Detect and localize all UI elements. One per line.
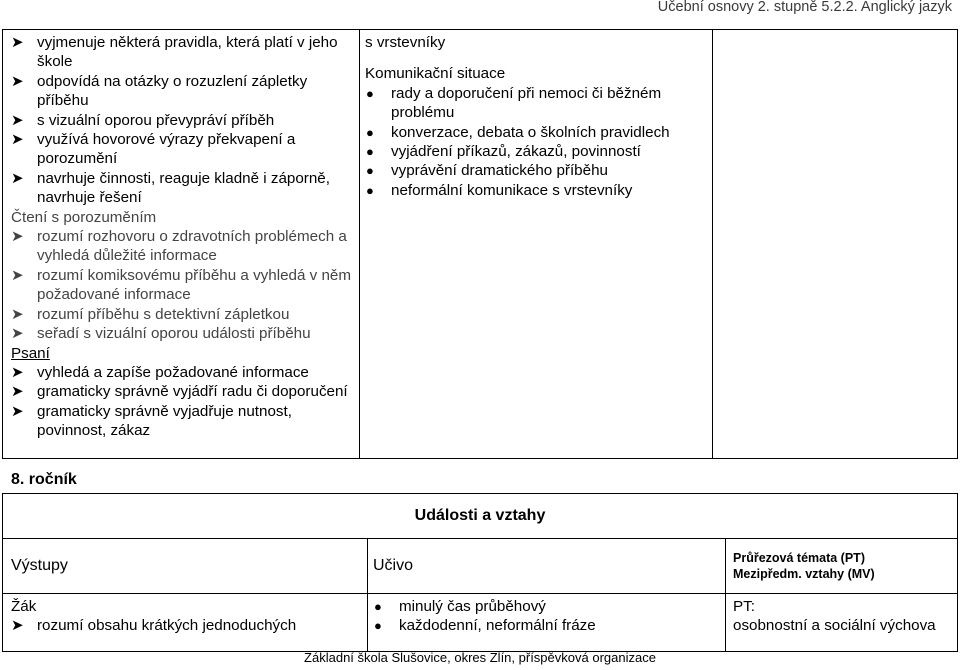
bullet-dot-icon: ● <box>366 124 374 140</box>
list-item-text: rozumí rozhovoru o zdravotních problémech a vyhledá důležité informace <box>37 228 347 265</box>
list-item-text: rozumí obsahu krátkých jednoduchých <box>37 617 297 635</box>
list-item <box>365 84 708 123</box>
list-item-text: neformální komunikace s vrstevníky <box>391 181 633 199</box>
list-item-text: konverzace, debata o školních pravidlech <box>391 123 670 141</box>
list-item <box>11 111 355 130</box>
pt-value: osobnostní a sociální výchova <box>733 617 936 635</box>
list-item <box>11 72 355 111</box>
crosscut-header-line1: Průřezová témata (PT) <box>733 551 865 565</box>
list-item-text: vyhledá a zapíše požadované informace <box>37 363 309 381</box>
right-arrowhead-icon: ➤ <box>11 131 24 149</box>
content-cell <box>360 30 713 459</box>
list-item-text: každodenní, neformální fráze <box>399 617 596 635</box>
bullet-dot-icon: ● <box>366 163 374 179</box>
list-item <box>365 181 708 200</box>
theme-title: Události a vztahy <box>3 494 958 539</box>
list-item <box>11 402 355 441</box>
writing-heading: Psaní <box>11 344 50 362</box>
list-item <box>11 130 355 169</box>
list-item-text: navrhuje činnosti, reaguje kladně i záporně, navrhuje řešení <box>37 169 330 207</box>
right-arrowhead-icon: ➤ <box>11 169 24 187</box>
right-arrowhead-icon: ➤ <box>11 72 24 90</box>
list-item-text: rady a doporučení při nemoci či běžném problému <box>391 84 662 122</box>
list-item-text: gramaticky správně vyjádří radu či doporučení <box>37 383 348 401</box>
right-arrowhead-icon: ➤ <box>11 617 24 635</box>
page-footer: Základní škola Slušovice, okres Zlín, příspěvková organizace <box>304 650 656 665</box>
outputs-header: Výstupy <box>3 539 368 594</box>
list-item-text: seřadí s vizuální oporou události příběhu <box>37 325 311 343</box>
crosscut-header-line2: Mezipředm. vztahy (MV) <box>733 567 875 581</box>
list-item-text: s vizuální oporou převypráví příběh <box>37 111 275 129</box>
list-item <box>11 227 355 266</box>
list-item <box>11 382 355 401</box>
list-item <box>373 616 725 635</box>
content-header: Učivo <box>368 539 726 594</box>
list-item-text: odpovídá na otázky o rozuzlení zápletky příběhu <box>37 72 308 110</box>
list-item <box>11 324 355 343</box>
crosscut-header <box>726 539 958 594</box>
bullet-dot-icon: ● <box>374 618 382 634</box>
list-item <box>11 266 355 305</box>
pt-label: PT: <box>733 598 755 615</box>
list-item-text: využívá hovorové výrazy překvapení a porozumění <box>37 131 296 168</box>
list-item-text: rozumí příběhu s detektivní zápletkou <box>37 305 290 323</box>
crosscut-body <box>726 594 958 652</box>
list-item-text: rozumí komiksovému příběhu a vyhledá v něm požadované informace <box>37 266 352 304</box>
list-item-text: vyjmenuje některá pravidla, která platí v jeho škole <box>37 34 338 71</box>
bullet-dot-icon: ● <box>374 599 382 614</box>
curriculum-table-upper <box>2 29 958 459</box>
list-item-text: gramaticky správně vyjadřuje nutnost, povinnost, zákaz <box>37 402 292 440</box>
outputs-body <box>3 594 368 652</box>
bullet-dot-icon: ● <box>366 85 374 101</box>
list-item <box>365 142 708 161</box>
right-arrowhead-icon: ➤ <box>11 266 24 284</box>
right-arrowhead-icon: ➤ <box>11 305 24 323</box>
list-item <box>365 161 708 180</box>
outputs-cell <box>3 30 360 459</box>
list-item <box>365 123 708 142</box>
right-arrowhead-icon: ➤ <box>11 383 24 401</box>
list-item <box>11 169 355 208</box>
reading-heading: Čtení s porozuměním <box>11 208 157 226</box>
right-arrowhead-icon: ➤ <box>11 325 24 343</box>
bullet-dot-icon: ● <box>366 182 374 198</box>
list-item <box>11 33 355 72</box>
list-item <box>11 305 355 324</box>
right-arrowhead-icon: ➤ <box>11 228 24 246</box>
bullet-dot-icon: ● <box>366 144 374 160</box>
continuation-text: s vrstevníky <box>365 34 446 51</box>
list-item-text: minulý čas průběhový <box>399 598 546 615</box>
right-arrowhead-icon: ➤ <box>11 402 24 420</box>
pupil-label: Žák <box>11 598 37 615</box>
right-arrowhead-icon: ➤ <box>11 363 24 381</box>
communication-heading: Komunikační situace <box>365 65 506 83</box>
content-body <box>368 594 726 652</box>
document-header: Učební osnovy 2. stupně 5.2.2. Anglický jazyk <box>657 0 952 15</box>
list-item-text: vyjádření příkazů, zákazů, povinností <box>391 143 641 161</box>
right-arrowhead-icon: ➤ <box>11 34 24 51</box>
year-label: 8. ročník <box>11 471 77 488</box>
crosscut-cell <box>713 30 958 459</box>
list-item <box>11 363 355 382</box>
curriculum-table-lower <box>2 493 958 652</box>
list-item <box>373 597 725 616</box>
list-item-text: vyprávění dramatického příběhu <box>391 162 608 180</box>
list-item <box>11 616 367 635</box>
right-arrowhead-icon: ➤ <box>11 111 24 129</box>
